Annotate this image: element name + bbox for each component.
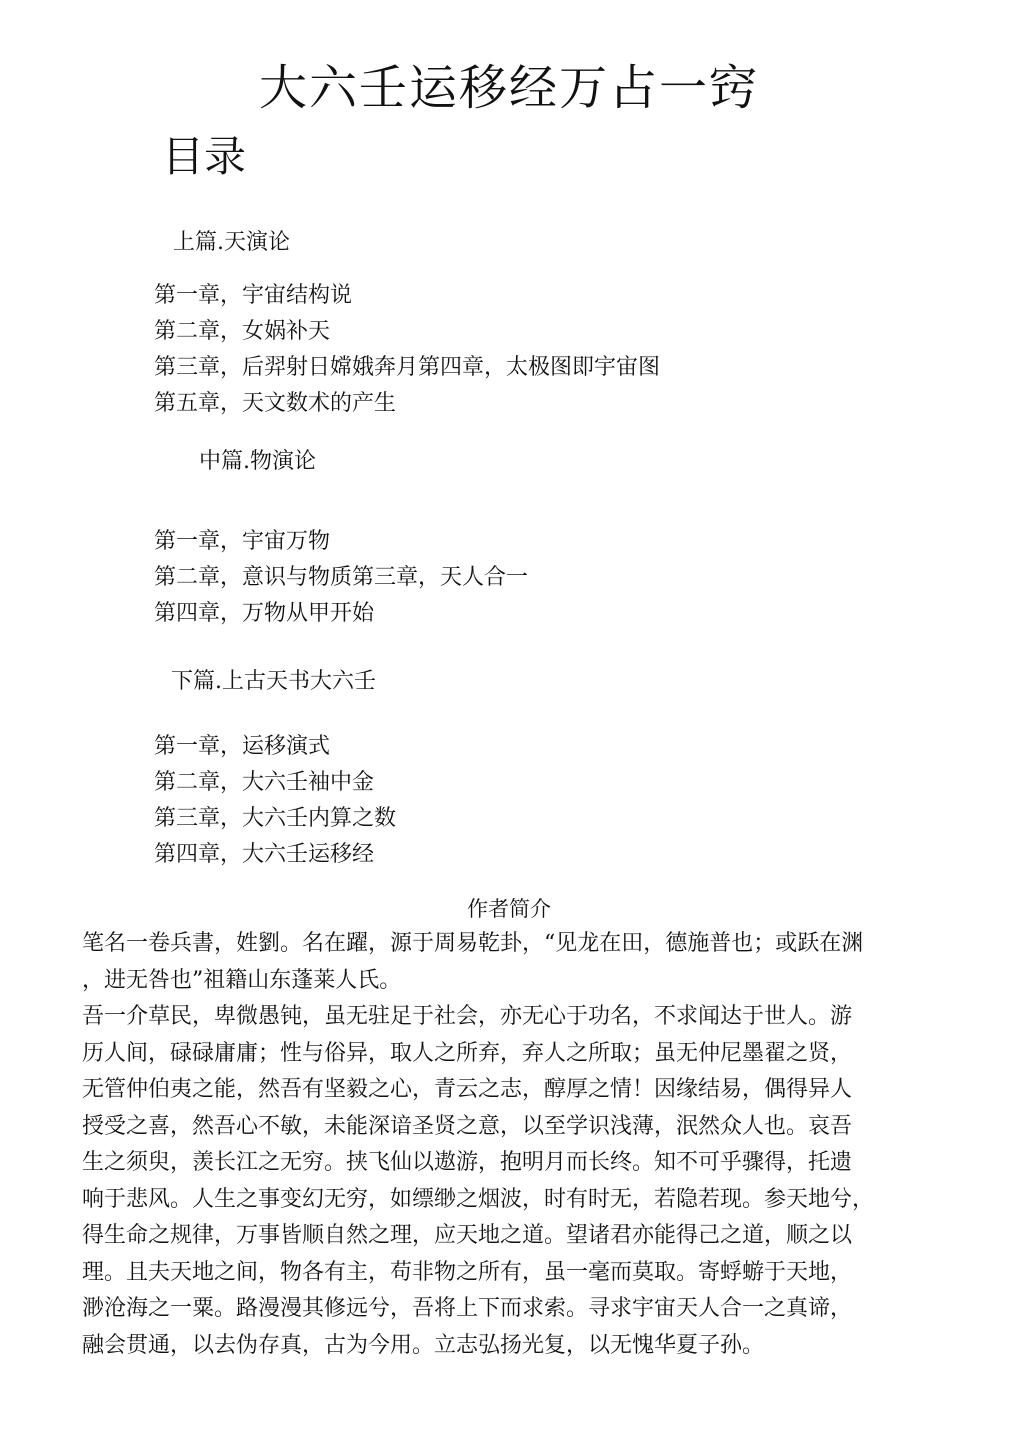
chapter-item: 第三章，大六壬内算之数 [154,806,397,831]
part-title-lower: 下篇.上古天书大六壬 [171,669,376,694]
chapter-item: 第二章，大六壬袖中金 [154,770,375,795]
chapter-item: 第五章，天文数术的产生 [154,391,397,416]
chapter-item: 第一章，宇宙万物 [154,529,331,554]
bio-line: 授受之喜，然吾心不敏，未能深谙圣贤之意，以至学识浅薄，泯然众人也。哀吾 [82,1113,853,1139]
part-title-upper: 上篇.天演论 [173,230,290,255]
part-title-middle: 中篇.物演论 [199,449,316,474]
chapter-item: 第二章，意识与物质第三章，天人合一 [154,565,529,590]
bio-line: 渺沧海之一粟。路漫漫其修远兮，吾将上下而求索。寻求宇宙天人合一之真谛， [82,1296,853,1321]
chapter-list-middle [154,524,528,632]
chapter-item: 第二章，女娲补天 [154,319,331,344]
bio-line: ，进无咎也”祖籍山东蓬莱人氏。 [82,967,402,993]
chapter-list-upper [154,278,660,422]
bio-line: 无管仲伯夷之能，然吾有坚毅之心，青云之志，醇厚之情！因缘结易，偶得异人 [82,1077,853,1102]
chapter-item: 第一章，宇宙结构说 [154,283,353,308]
bio-line: 得生命之规律，万事皆顺自然之理，应天地之道。望诸君亦能得己之道，顺之以 [82,1223,853,1248]
document-title: 大六壬运移经万占一窍 [258,60,759,116]
author-bio [82,926,942,1364]
chapter-list-lower [154,729,396,873]
author-heading: 作者简介 [467,897,551,921]
bio-line: 吾一介草民，卑微愚钝，虽无驻足于社会，亦无心于功名，不求闻达于世人。游 [82,1004,853,1029]
bio-line: 融会贯通，以去伪存真，古为今用。立志弘扬光复，以无愧华夏子孙。 [82,1332,765,1358]
toc-heading: 目录 [162,132,247,181]
chapter-item: 第四章，大六壬运移经 [154,842,375,867]
bio-line: 笔名一卷兵書，姓劉。名在躍，源于周易乾卦，“见龙在田，德施普也；或跃在渊 [82,931,864,956]
chapter-item: 第一章，运移演式 [154,734,331,759]
bio-line: 生之须臾，羡长江之无穷。挟飞仙以遨游，抱明月而长终。知不可乎骤得，托遗 [82,1150,853,1175]
bio-line: 响于悲风。人生之事变幻无穷，如缥缈之烟波，时有时无，若隐若现。参天地兮， [82,1186,875,1212]
chapter-item: 第三章，后羿射日嫦娥奔月第四章，太极图即宇宙图 [154,355,661,380]
chapter-item: 第四章，万物从甲开始 [154,601,375,626]
bio-line: 理。且夫天地之间，物各有主，苟非物之所有，虽一毫而莫取。寄蜉蝣于天地， [82,1259,853,1285]
bio-line: 历人间，碌碌庸庸；性与俗异，取人之所弃，弃人之所取；虽无仲尼墨翟之贤， [82,1040,853,1066]
